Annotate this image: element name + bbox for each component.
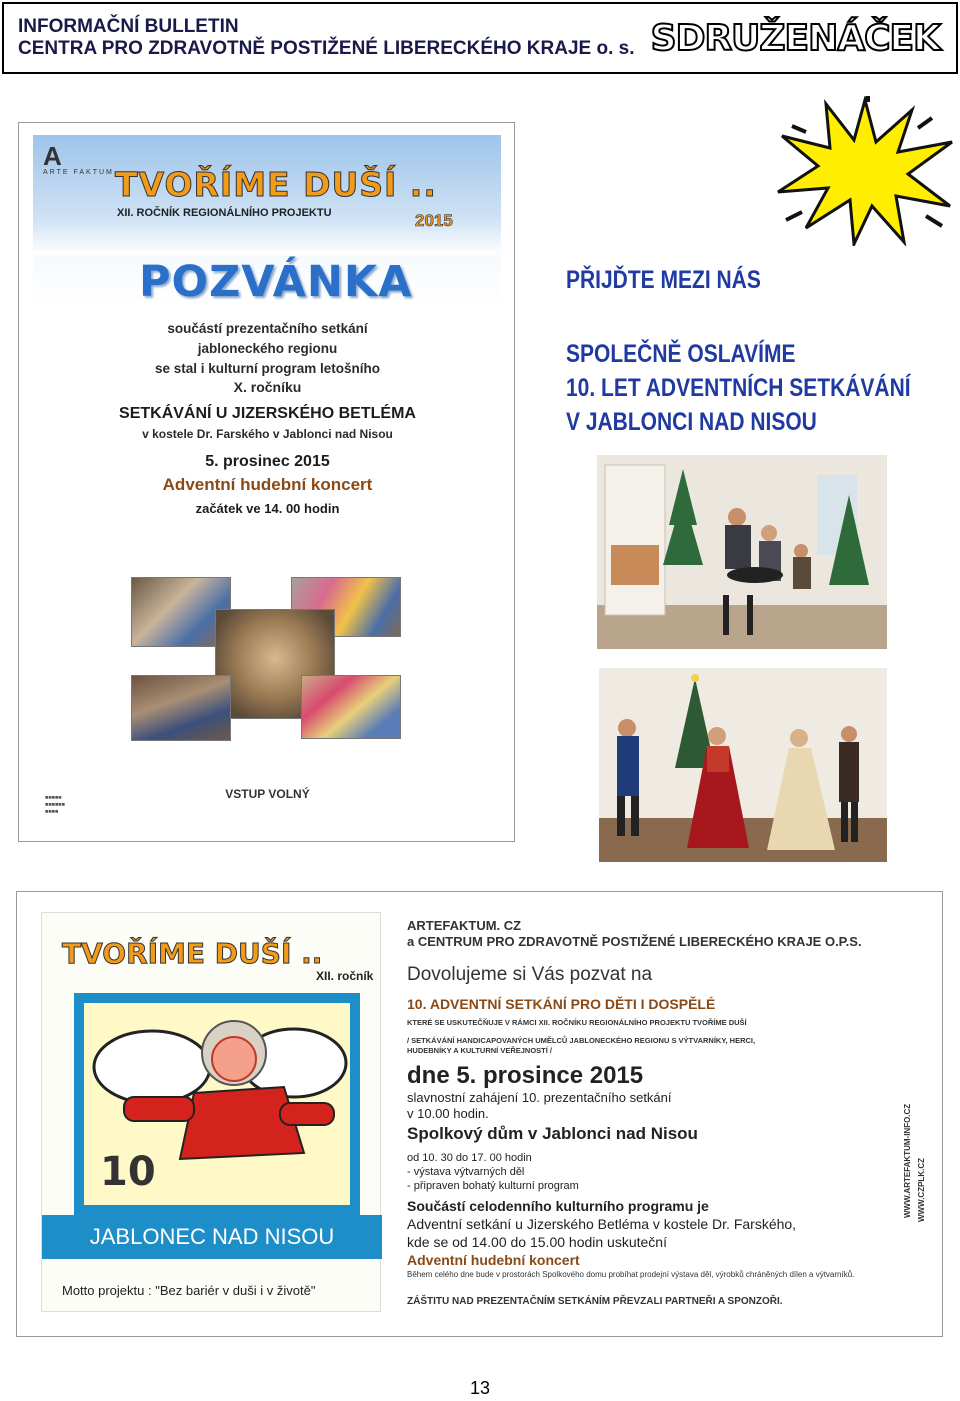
opening-time: v 10.00 hodin. — [407, 1106, 489, 1121]
poster-venue: v kostele Dr. Farského v Jablonci nad Nisou — [142, 427, 393, 441]
poster-start-time: začátek ve 14. 00 hodin — [195, 501, 340, 516]
heading-celebrate: SPOLEČNĚ OSLAVÍME — [566, 340, 796, 368]
photo-collage — [131, 549, 401, 749]
czplk-small-logo: ■■■■■ ■■■■■■ ■■■■ — [45, 795, 65, 815]
event-date: dne 5. prosince 2015 — [407, 1062, 644, 1089]
program-sale-note: Během celého dne bude v prostorách Spolkového domu probíhat prodejní výstava děl, výrobků chráněných dílen a výtvarníků. — [407, 1270, 855, 1279]
event-venue: Spolkový dům v Jablonci nad Nisou — [407, 1124, 698, 1143]
angel-poster — [41, 912, 381, 1312]
poster-concert: Adventní hudební koncert — [162, 475, 373, 494]
poster2-motto: Motto projektu : "Bez bariér v duši i v životě" — [62, 1283, 316, 1298]
dancers-photo-illustration — [599, 668, 887, 862]
organizer-1: ARTEFAKTUM. CZ — [407, 918, 522, 933]
poster-year: 2015 — [415, 211, 453, 230]
program-item-culture: - připraven bohatý kulturní program — [407, 1180, 579, 1192]
poster2-city: JABLONEC NAD NISOU — [89, 1224, 335, 1249]
program-item-exhibition: - výstava výtvarných děl — [407, 1166, 525, 1178]
collage-photo — [131, 675, 231, 741]
pozvanka-heading: POZVÁNKA — [139, 257, 413, 307]
poster-subtitle: XII. ROČNÍK REGIONÁLNÍHO PROJEKTU — [117, 207, 332, 219]
program-hours: od 10. 30 do 17. 00 hodin — [407, 1152, 532, 1164]
program-part: Součástí celodenního kulturního programu je — [407, 1198, 709, 1214]
page-number: 13 — [469, 1378, 491, 1398]
invite-line: Dovolujeme si Vás pozvat na — [407, 964, 653, 985]
program-time: kde se od 14.00 do 15.00 hodin uskuteční — [407, 1234, 667, 1250]
poster2-title: TVOŘÍME DUŠÍ .. — [62, 937, 323, 970]
poster-title: TVOŘÍME DUŠÍ .. — [115, 165, 437, 204]
collage-photo — [301, 675, 401, 739]
dancers-photo — [599, 668, 887, 862]
concert-photo — [597, 455, 887, 649]
header-subtitle: CENTRA PRO ZDRAVOTNĚ POSTIŽENÉ LIBERECKÉHO KRAJE o. s. — [18, 38, 635, 59]
event-note-2: / SETKÁVÁNÍ HANDICAPOVANÝCH UMĚLCŮ JABLONECKÉHO REGIONU S VÝTVARNÍKY, HERCI, — [407, 1036, 756, 1045]
sdruzenacek-logo: SDRUŽENÁČEK — [650, 18, 940, 59]
poster-rocnik: X. ročníku — [233, 379, 302, 395]
heading-jablonec: V JABLONCI NAD NISOU — [566, 408, 817, 436]
event-note-1: KTERÉ SE USKUTEČŇUJE V RÁMCI XII. ROČNÍKU REGIONÁLNÍHO PROJEKTU TVOŘÍME DUŠÍ — [407, 1018, 747, 1027]
website-artefaktum: WWW.ARTEFAKTUM-INFO.CZ — [903, 1103, 912, 1218]
heading-ten-years: 10. LET ADVENTNÍCH SETKÁVÁNÍ — [566, 374, 911, 402]
starburst-icon — [772, 96, 958, 246]
heading-come-join: PŘIJĎTE MEZI NÁS — [566, 266, 761, 294]
organizer-2: a CENTRUM PRO ZDRAVOTNĚ POSTIŽENÉ LIBERECKÉHO KRAJE O.P.S. — [407, 934, 862, 949]
invitation-poster — [18, 122, 515, 842]
sponsors-note: ZÁŠTITU NAD PREZENTAČNÍM SETKÁNÍM PŘEVZALI PARTNEŘI A SPONZOŘI. — [407, 1296, 783, 1307]
program-betlem: Adventní setkání u Jizerského Betléma v kostele Dr. Farského, — [407, 1216, 797, 1232]
city-banner — [42, 1215, 382, 1259]
arte-faktum-logo: A ARTE FAKTUM — [43, 141, 114, 176]
header-title: INFORMAČNÍ BULLETIN — [18, 16, 239, 37]
event-invitation-poster — [16, 891, 943, 1337]
event-title: 10. ADVENTNÍ SETKÁNÍ PRO DĚTI I DOSPĚLÉ — [407, 996, 716, 1012]
bulletin-header — [2, 2, 958, 74]
poster-date: 5. prosinec 2015 — [205, 453, 330, 470]
poster-event-name: SETKÁVÁNÍ U JIZERSKÉHO BETLÉMA — [119, 405, 416, 422]
opening-line: slavnostní zahájení 10. prezentačního setkání — [407, 1090, 672, 1105]
poster2-number: 10 — [100, 1149, 156, 1195]
event-note-3: HUDEBNÍKY A KULTURNÍ VEŘEJNOSTÍ / — [407, 1046, 553, 1055]
poster2-rocnik: XII. ročník — [316, 969, 374, 983]
website-czplk: WWW.CZPLK.CZ — [917, 1158, 926, 1222]
program-concert: Adventní hudební koncert — [407, 1252, 580, 1268]
concert-photo-illustration — [597, 455, 887, 649]
vstup-volny: VSTUP VOLNÝ — [225, 787, 310, 801]
poster-description: součástí prezentačního setkání jabloneckého regionu se stal i kulturní program letošního — [154, 321, 381, 376]
